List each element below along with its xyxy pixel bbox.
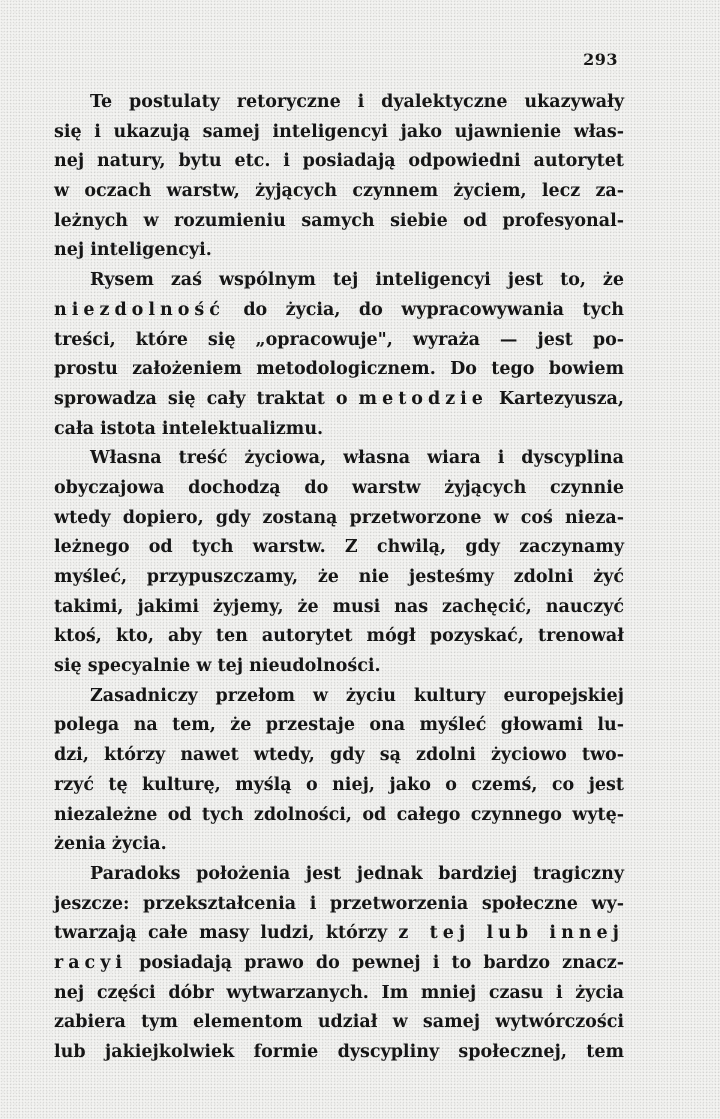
text-line — [54, 296, 624, 326]
text-line: leżnych w rozumieniu samych siebie od profesyonal- — [54, 210, 624, 231]
text-line: się specyalnie w tej nieudolności. — [54, 656, 381, 677]
text-line: żenia życia. — [54, 834, 167, 855]
text-line: obyczajowa dochodzą do warstw żyjących czynnie — [54, 477, 624, 498]
text-line: polega na tem, że przestaje ona myśleć głowami lu- — [54, 715, 624, 736]
text-line: w oczach warstw, żyjących czynnem życiem, lecz za- — [54, 181, 624, 202]
emphasized-text: racyi — [54, 952, 128, 973]
text-line — [54, 919, 624, 949]
body-text — [54, 88, 624, 1068]
text-line: lub jakiejkolwiek formie dyscypliny społecznej, tem — [54, 1042, 624, 1062]
text-segment: do życia, do wypracowywania tych — [224, 299, 624, 320]
text-segment: twarzają całe masy ludzi, którzy — [54, 923, 399, 944]
text-line: takimi, jakimi żyjemy, że musi nas zachęcić, nauczyć — [54, 596, 624, 617]
text-segment: Kartezyusza, — [487, 388, 624, 409]
emphasized-text: niezdolność — [54, 299, 225, 320]
text-line: Zasadniczy przełom w życiu kultury europejskiej — [90, 685, 624, 706]
text-line: dzi, którzy nawet wtedy, gdy są zdolni życiowo two- — [54, 745, 624, 766]
text-line: nej natury, bytu etc. i posiadają odpowiedni autorytet — [54, 151, 624, 172]
text-line: Własna treść życiowa, własna wiara i dyscyplina — [90, 448, 624, 469]
text-line: zabiera tym elementom udział w samej wytwórczości — [54, 1012, 624, 1033]
text-line: nej części dóbr wytwarzanych. Im mniej czasu i życia — [54, 982, 624, 1003]
text-segment: sprowadza się cały traktat o — [54, 388, 359, 409]
text-line: Te postulaty retoryczne i dyalektyczne ukazywały — [90, 92, 624, 112]
text-segment: posiadają prawo do pewnej i to bardzo znacz- — [127, 952, 624, 973]
text-line — [54, 949, 624, 979]
page-number: 293 — [583, 50, 618, 69]
text-line: leżnego od tych warstw. Z chwilą, gdy zaczynamy — [54, 537, 624, 558]
emphasized-text: z tej lub innej — [398, 923, 624, 944]
text-line: nej inteligencyi. — [54, 240, 212, 261]
text-line: niezależne od tych zdolności, od całego czynnego wytę- — [54, 804, 624, 825]
text-line: wtedy dopiero, gdy zostaną przetworzone w coś nieza- — [54, 507, 624, 528]
text-line: rzyć tę kulturę, myślą o niej, jako o czemś, co jest — [54, 774, 624, 795]
text-line: cała istota intelektualizmu. — [54, 418, 324, 439]
text-line: Paradoks położenia jest jednak bardziej tragiczny — [90, 863, 624, 884]
text-line: się i ukazują samej inteligencyi jako ujawnienie włas- — [54, 121, 624, 142]
emphasized-text: metodzie — [358, 388, 488, 409]
text-line: prostu założeniem metodologicznem. Do tego bowiem — [54, 359, 624, 380]
text-line: myśleć, przypuszczamy, że nie jesteśmy zdolni żyć — [54, 567, 624, 587]
text-line: jeszcze: przekształcenia i przetworzenia społeczne wy- — [54, 893, 624, 914]
text-line: Rysem zaś wspólnym tej inteligencyi jest to, że — [90, 270, 624, 291]
text-line — [54, 385, 624, 415]
text-line: ktoś, kto, aby ten autorytet mógł pozyskać, trenował — [54, 626, 624, 647]
text-line: treści, które się „opracowuje", wyraża — jest po- — [54, 329, 624, 350]
